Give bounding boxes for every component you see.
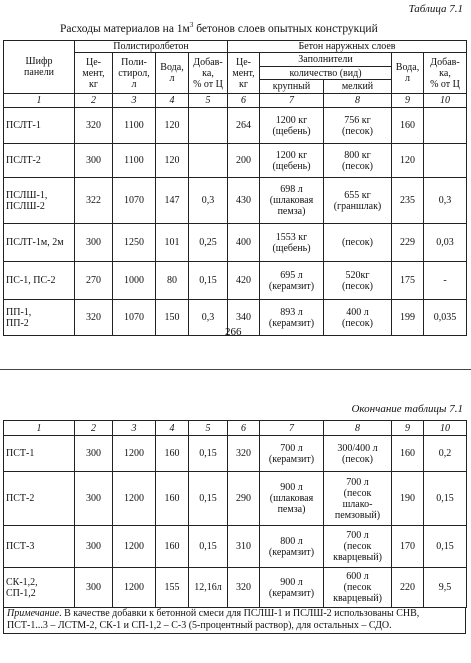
header-outer-group: Бетон наружных слоев: [228, 41, 467, 53]
table-row: [4, 262, 467, 300]
header-water-outer: Вода, л: [392, 53, 424, 94]
cell-cement-outer: 430: [228, 178, 260, 224]
cell-additive-outer: 0,03: [424, 224, 467, 262]
cell-coarse: 1200 кг (щебень): [260, 144, 324, 178]
column-number-row: [4, 421, 467, 436]
cell-cement-outer: 310: [228, 526, 260, 568]
cell-cement: 320: [75, 300, 113, 336]
cell-coarse: 900 л (шлаковая пемза): [260, 472, 324, 526]
cell-additive-outer: 0,035: [424, 300, 467, 336]
column-number-row: [4, 94, 467, 108]
cell-code: ПСЛТ-2: [4, 144, 75, 178]
cell-polystyrene: 1070: [113, 300, 156, 336]
cell-cement: 300: [75, 472, 113, 526]
cell-additive-outer: 0,15: [424, 472, 467, 526]
table-label: Таблица 7.1: [408, 3, 463, 15]
cell-water: 120: [156, 108, 189, 144]
cell-cement-outer: 340: [228, 300, 260, 336]
cell-water: 155: [156, 568, 189, 608]
cell-polystyrene: 1250: [113, 224, 156, 262]
cell-code: СК-1,2, СП-1,2: [4, 568, 75, 608]
cell-code: ПСЛТ-1м, 2м: [4, 224, 75, 262]
col-number: 7: [260, 421, 324, 436]
cell-additive: 0,25: [189, 224, 228, 262]
cell-code: ПСТ-3: [4, 526, 75, 568]
cell-water: 160: [156, 526, 189, 568]
cell-additive-outer: 0,2: [424, 436, 467, 472]
cell-water-outer: 199: [392, 300, 424, 336]
cell-coarse: 695 л (керамзит): [260, 262, 324, 300]
header-additive-outer: Добав- ка, % от Ц: [424, 53, 467, 94]
cell-code: ПП-1, ПП-2: [4, 300, 75, 336]
table-title: [60, 21, 378, 35]
cell-coarse: 698 л (шлаковая пемза): [260, 178, 324, 224]
col-number: 6: [228, 421, 260, 436]
header-water: Вода, л: [156, 53, 189, 94]
table-row: [4, 472, 467, 526]
col-number: 8: [324, 421, 392, 436]
cell-cement: 300: [75, 526, 113, 568]
cell-cement: 300: [75, 224, 113, 262]
col-number: 7: [260, 94, 324, 108]
col-number: 8: [324, 94, 392, 108]
cell-water-outer: 175: [392, 262, 424, 300]
cell-code: ПСЛТ-1: [4, 108, 75, 144]
cell-coarse: 800 л (керамзит): [260, 526, 324, 568]
cell-polystyrene: 1100: [113, 144, 156, 178]
col-number: 10: [424, 421, 467, 436]
cell-code: ПС-1, ПС-2: [4, 262, 75, 300]
table-row: [4, 526, 467, 568]
table-row: [4, 224, 467, 262]
col-number: 10: [424, 94, 467, 108]
cell-code: ПСТ-1: [4, 436, 75, 472]
cell-polystyrene: 1070: [113, 178, 156, 224]
cell-fine: 600 л (песок кварцевый): [324, 568, 392, 608]
cell-coarse: 893 л (керамзит): [260, 300, 324, 336]
cell-coarse: 700 л (керамзит): [260, 436, 324, 472]
cell-additive-outer: 0,3: [424, 178, 467, 224]
col-number: 2: [75, 94, 113, 108]
header-fine: мелкий: [324, 80, 392, 94]
cell-cement-outer: 400: [228, 224, 260, 262]
col-number: 9: [392, 421, 424, 436]
cell-water-outer: 160: [392, 436, 424, 472]
page-number: 266: [225, 326, 242, 338]
cell-fine: 756 кг (песок): [324, 108, 392, 144]
col-number: 6: [228, 94, 260, 108]
cell-water-outer: 220: [392, 568, 424, 608]
table-continuation-label: Окончание таблицы 7.1: [351, 403, 463, 415]
cell-cement: 322: [75, 178, 113, 224]
cell-water-outer: 120: [392, 144, 424, 178]
cell-coarse: 900 л (керамзит): [260, 568, 324, 608]
cell-polystyrene: 1200: [113, 526, 156, 568]
col-number: 9: [392, 94, 424, 108]
materials-table-part1: [3, 40, 467, 336]
cell-additive-outer: [424, 144, 467, 178]
note-label: Примечание: [7, 608, 60, 619]
table-row: [4, 108, 467, 144]
cell-code: ПСТ-2: [4, 472, 75, 526]
cell-water-outer: 229: [392, 224, 424, 262]
col-number: 4: [156, 421, 189, 436]
cell-additive: 12,16л: [189, 568, 228, 608]
table-title-main: Расходы материалов на 1м: [60, 22, 190, 35]
table-row: [4, 568, 467, 608]
cell-cement: 300: [75, 144, 113, 178]
table-title-tail: бетонов слоев опытных конструкций: [193, 22, 378, 35]
cell-fine: 700 л (песок шлако- пемзовый): [324, 472, 392, 526]
cell-coarse: 1553 кг (щебень): [260, 224, 324, 262]
note-text: . В качестве добавки к бетонной смеси для ПСЛШ-1 и ПСЛШ-2 использованы СНВ, ПСТ-1...3 – ЛСТМ-2, СК-1 и СП-1,2 – С-3 (5-процентный раствор), для остальных – СДО.: [7, 608, 420, 631]
cell-fine: 655 кг (граншлак): [324, 178, 392, 224]
cell-additive: 0,15: [189, 472, 228, 526]
cell-water: 80: [156, 262, 189, 300]
cell-fine: 800 кг (песок): [324, 144, 392, 178]
cell-water: 120: [156, 144, 189, 178]
cell-cement-outer: 290: [228, 472, 260, 526]
cell-additive: 0,15: [189, 436, 228, 472]
cell-fine: 700 л (песок кварцевый): [324, 526, 392, 568]
cell-cement-outer: 320: [228, 568, 260, 608]
cell-additive-outer: -: [424, 262, 467, 300]
cell-coarse: 1200 кг (щебень): [260, 108, 324, 144]
table-title-sup: 3: [189, 21, 194, 29]
cell-water-outer: 170: [392, 526, 424, 568]
cell-water: 160: [156, 472, 189, 526]
header-fillers: Заполнители: [260, 53, 392, 67]
cell-polystyrene: 1200: [113, 472, 156, 526]
col-number: 1: [4, 94, 75, 108]
cell-additive-outer: 0,15: [424, 526, 467, 568]
cell-water: 160: [156, 436, 189, 472]
header-polystyrene-group: Полистиролбетон: [75, 41, 228, 53]
cell-fine: 400 л (песок): [324, 300, 392, 336]
col-number: 4: [156, 94, 189, 108]
cell-water-outer: 190: [392, 472, 424, 526]
header-code: Шифр панели: [4, 41, 75, 94]
header-polystyrene: Поли- стирол, л: [113, 53, 156, 94]
cell-cement-outer: 320: [228, 436, 260, 472]
cell-fine: (песок): [324, 224, 392, 262]
table-row: [4, 144, 467, 178]
cell-cement-outer: 200: [228, 144, 260, 178]
cell-water: 147: [156, 178, 189, 224]
col-number: 1: [4, 421, 75, 436]
cell-cement: 270: [75, 262, 113, 300]
cell-water: 150: [156, 300, 189, 336]
cell-water: 101: [156, 224, 189, 262]
cell-water-outer: 235: [392, 178, 424, 224]
cell-cement-outer: 264: [228, 108, 260, 144]
header-cement: Це- мент, кг: [75, 53, 113, 94]
cell-polystyrene: 1200: [113, 568, 156, 608]
col-number: 2: [75, 421, 113, 436]
cell-additive: 0,3: [189, 300, 228, 336]
table-note: [3, 607, 466, 634]
col-number: 3: [113, 421, 156, 436]
cell-polystyrene: 1000: [113, 262, 156, 300]
header-additive: Добав- ка, % от Ц: [189, 53, 228, 94]
cell-polystyrene: 1200: [113, 436, 156, 472]
col-number: 5: [189, 94, 228, 108]
cell-cement: 300: [75, 436, 113, 472]
page-separator: [0, 369, 471, 370]
table-row: [4, 178, 467, 224]
cell-cement: 300: [75, 568, 113, 608]
cell-additive: 0,15: [189, 262, 228, 300]
cell-additive: 0,15: [189, 526, 228, 568]
header-cement-outer: Це- мент, кг: [228, 53, 260, 94]
cell-additive-outer: 9,5: [424, 568, 467, 608]
cell-water-outer: 160: [392, 108, 424, 144]
cell-cement-outer: 420: [228, 262, 260, 300]
col-number: 5: [189, 421, 228, 436]
cell-fine: 300/400 л (песок): [324, 436, 392, 472]
cell-polystyrene: 1100: [113, 108, 156, 144]
cell-additive: [189, 144, 228, 178]
col-number: 3: [113, 94, 156, 108]
materials-table-part2: [3, 420, 467, 608]
table-row: [4, 436, 467, 472]
header-fillers-quantity: количество (вид): [260, 67, 392, 80]
cell-additive: 0,3: [189, 178, 228, 224]
cell-additive: [189, 108, 228, 144]
cell-fine: 520кг (песок): [324, 262, 392, 300]
header-coarse: крупный: [260, 80, 324, 94]
cell-additive-outer: [424, 108, 467, 144]
cell-code: ПСЛШ-1, ПСЛШ-2: [4, 178, 75, 224]
cell-cement: 320: [75, 108, 113, 144]
